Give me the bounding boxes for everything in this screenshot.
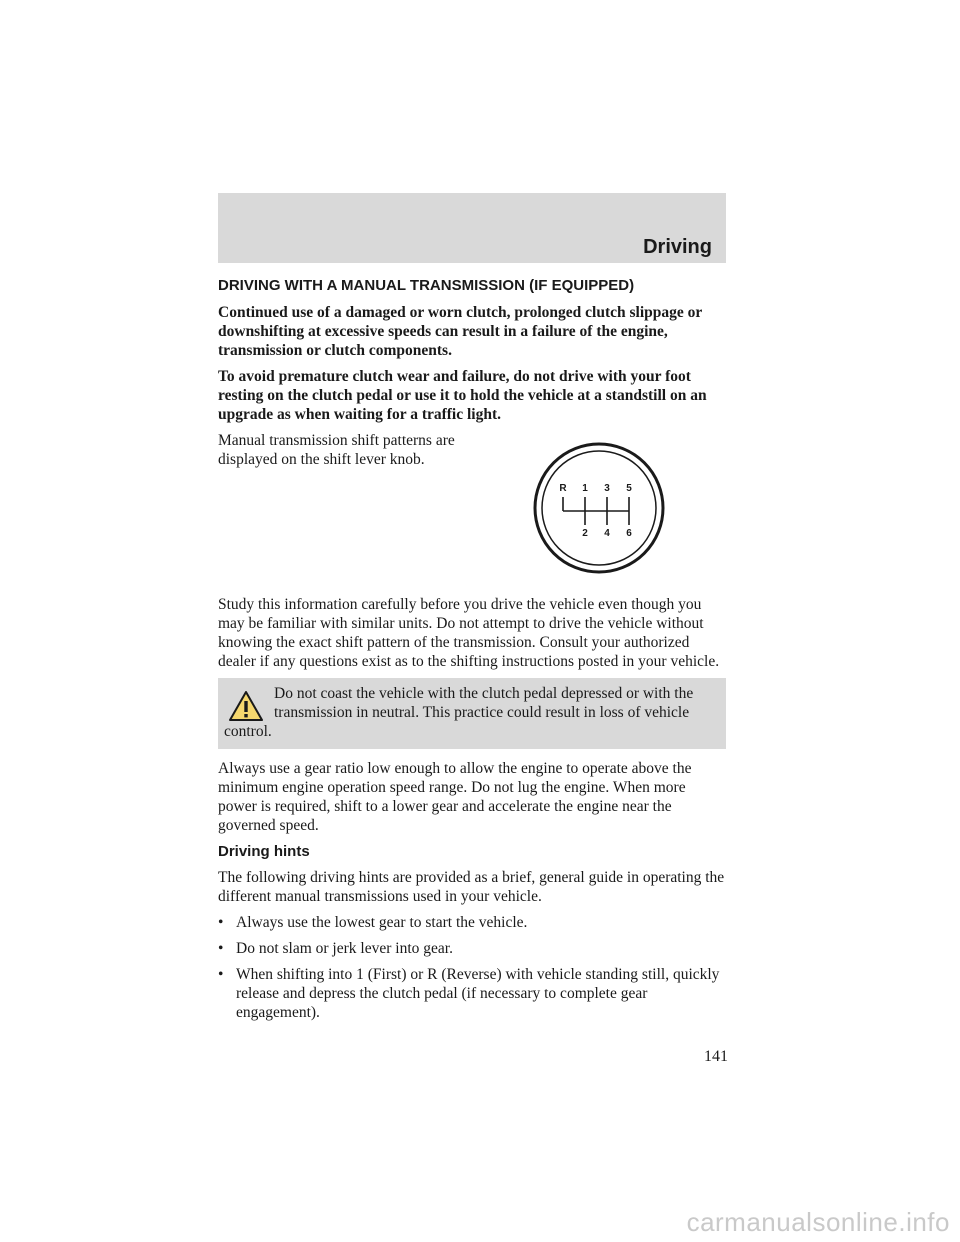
hint-text: Always use the lowest gear to start the vehicle. (236, 914, 528, 931)
driving-hints-list (218, 913, 726, 1022)
gear-ratio-paragraph: Always use a gear ratio low enough to allow the engine to operate above the minimum engine operation speed range. Do not lug the engine. When more power is required, shift to a lower gear and accelerate the engine near the governed speed. (218, 760, 692, 834)
list-item (218, 913, 726, 932)
bullet: • (218, 914, 224, 931)
page-number: 141 (704, 1048, 728, 1065)
shift-pattern-row (218, 431, 726, 595)
knob-inner-ring (542, 451, 656, 565)
list-item (218, 965, 726, 1022)
gear-label-2: 2 (582, 528, 588, 539)
shift-knob-diagram (532, 441, 666, 575)
gear-label-3: 3 (604, 483, 610, 494)
driving-hints-heading: Driving hints (218, 843, 310, 860)
gear-label-5: 5 (626, 483, 632, 494)
bullet: • (218, 940, 224, 957)
hint-text: Do not slam or jerk lever into gear. (236, 940, 453, 957)
gear-label-6: 6 (626, 528, 632, 539)
hint-text: When shifting into 1 (First) or R (Reverse) with vehicle standing still, quickly release and depress the clutch pedal (if necessary to complete gear engagement). (236, 966, 720, 1021)
list-item (218, 939, 726, 958)
warning-box (218, 678, 726, 749)
section-heading: DRIVING WITH A MANUAL TRANSMISSION (IF EQUIPPED) (218, 277, 635, 294)
bullet: • (218, 966, 224, 983)
page-content (218, 276, 726, 1029)
clutch-wear-paragraph: To avoid premature clutch wear and failure, do not drive with your foot resting on the clutch pedal or use it to hold the vehicle at a standstill on an upgrade as when waiting for a traffic light. (218, 368, 707, 423)
gear-label-r: R (559, 483, 567, 494)
study-paragraph: Study this information carefully before you drive the vehicle even though you may be familiar with similar units. Do not attempt to drive the vehicle without knowing the exact shift pattern of the transmission. Consult your authorized dealer if any questions exist as to the shifting instructions posted in your vehicle. (218, 596, 720, 670)
clutch-caution-paragraph: Continued use of a damaged or worn clutch, prolonged clutch slippage or downshifting at excessive speeds can result in a failure of the engine, transmission or clutch components. (218, 304, 702, 359)
gear-label-4: 4 (604, 528, 610, 539)
watermark-text: carmanualsonline.info (686, 1207, 950, 1237)
driving-hints-intro: The following driving hints are provided as a brief, general guide in operating the different manual transmissions used in your vehicle. (218, 869, 725, 905)
shift-pattern-text: Manual transmission shift patterns are displayed on the shift lever knob. (218, 432, 455, 468)
warning-triangle-icon (228, 690, 264, 722)
section-title: Driving (643, 236, 712, 258)
warning-text: Do not coast the vehicle with the clutch pedal depressed or with the transmission in neutral. This practice could result in loss of vehicle control. (224, 685, 694, 740)
section-header-band (218, 193, 726, 263)
gear-label-1: 1 (582, 483, 588, 494)
